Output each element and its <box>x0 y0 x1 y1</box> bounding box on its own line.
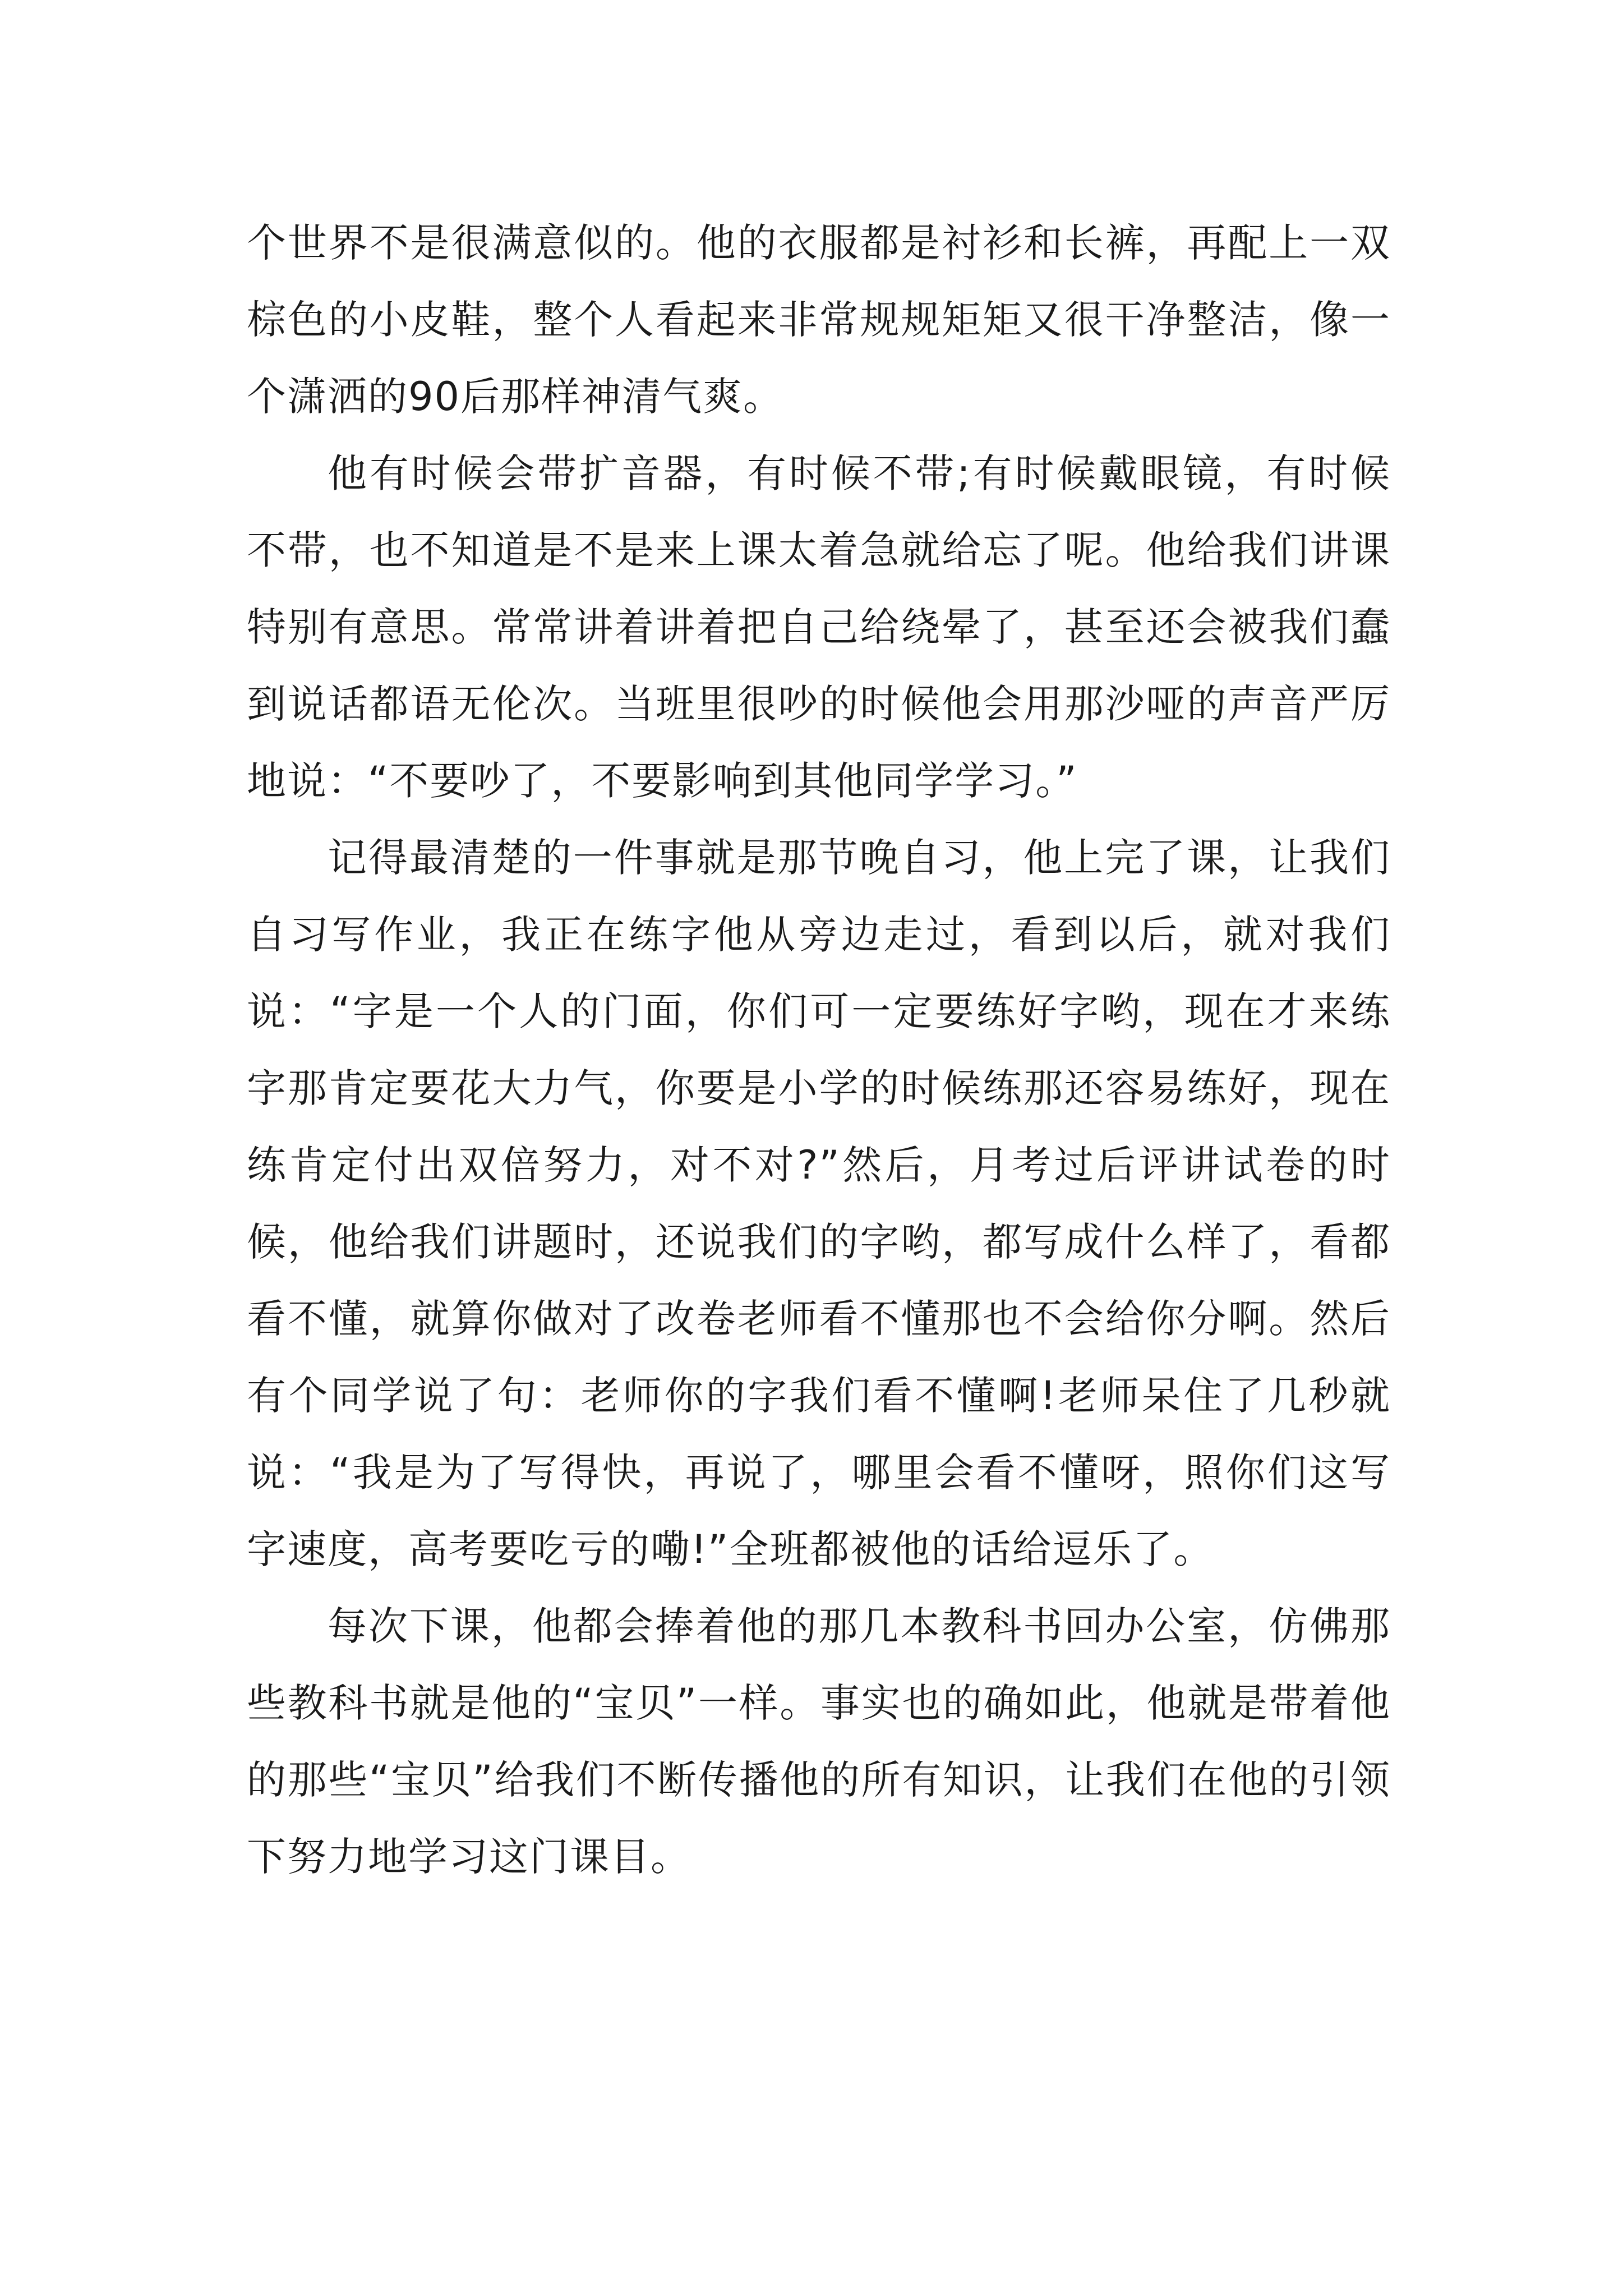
paragraph-2: 他有时候会带扩音器，有时候不带;有时候戴眼镜，有时候不带，也不知道是不是来上课太着急就给忘了呢。他给我们讲课特别有意思。常常讲着讲着把自己给绕晕了，甚至还会被我们蠢到说话都语无伦次。当班里很吵的时候他会用那沙哑的声音严厉地说：“不要吵了，不要影响到其他同学学习。” <box>247 450 1391 804</box>
paragraph-3: 记得最清楚的一件事就是那节晚自习，他上完了课，让我们自习写作业，我正在练字他从旁边走过，看到以后，就对我们说：“字是一个人的门面，你们可一定要练好字哟，现在才来练字那肯定要花大力气，你要是小学的时候练那还容易练好，现在练肯定付出双倍努力，对不对?”然后，月考过后评讲试卷的时候，他给我们讲题时，还说我们的字哟，都写成什么样了，看都看不懂，就算你做对了改卷老师看不懂那也不会给你分啊。然后有个同学说了句：老师你的字我们看不懂啊!老师呆住了几秒就说：“我是为了写得快，再说了，哪里会看不懂呀，照你们这写字速度，高考要吃亏的嘞!”全班都被他的话给逗乐了。 <box>247 835 1391 1572</box>
paragraph-1: 个世界不是很满意似的。他的衣服都是衬衫和长裤，再配上一双棕色的小皮鞋，整个人看起来非常规规矩矩又很干净整洁，像一个潇洒的90后那样神清气爽。 <box>247 220 1391 420</box>
document-page <box>247 205 1391 1895</box>
paragraph-4: 每次下课，他都会捧着他的那几本教科书回办公室，仿佛那些教科书就是他的“宝贝”一样。事实也的确如此，他就是带着他的那些“宝贝”给我们不断传播他的所有知识，让我们在他的引领下努力地学习这门课目。 <box>247 1603 1391 1880</box>
